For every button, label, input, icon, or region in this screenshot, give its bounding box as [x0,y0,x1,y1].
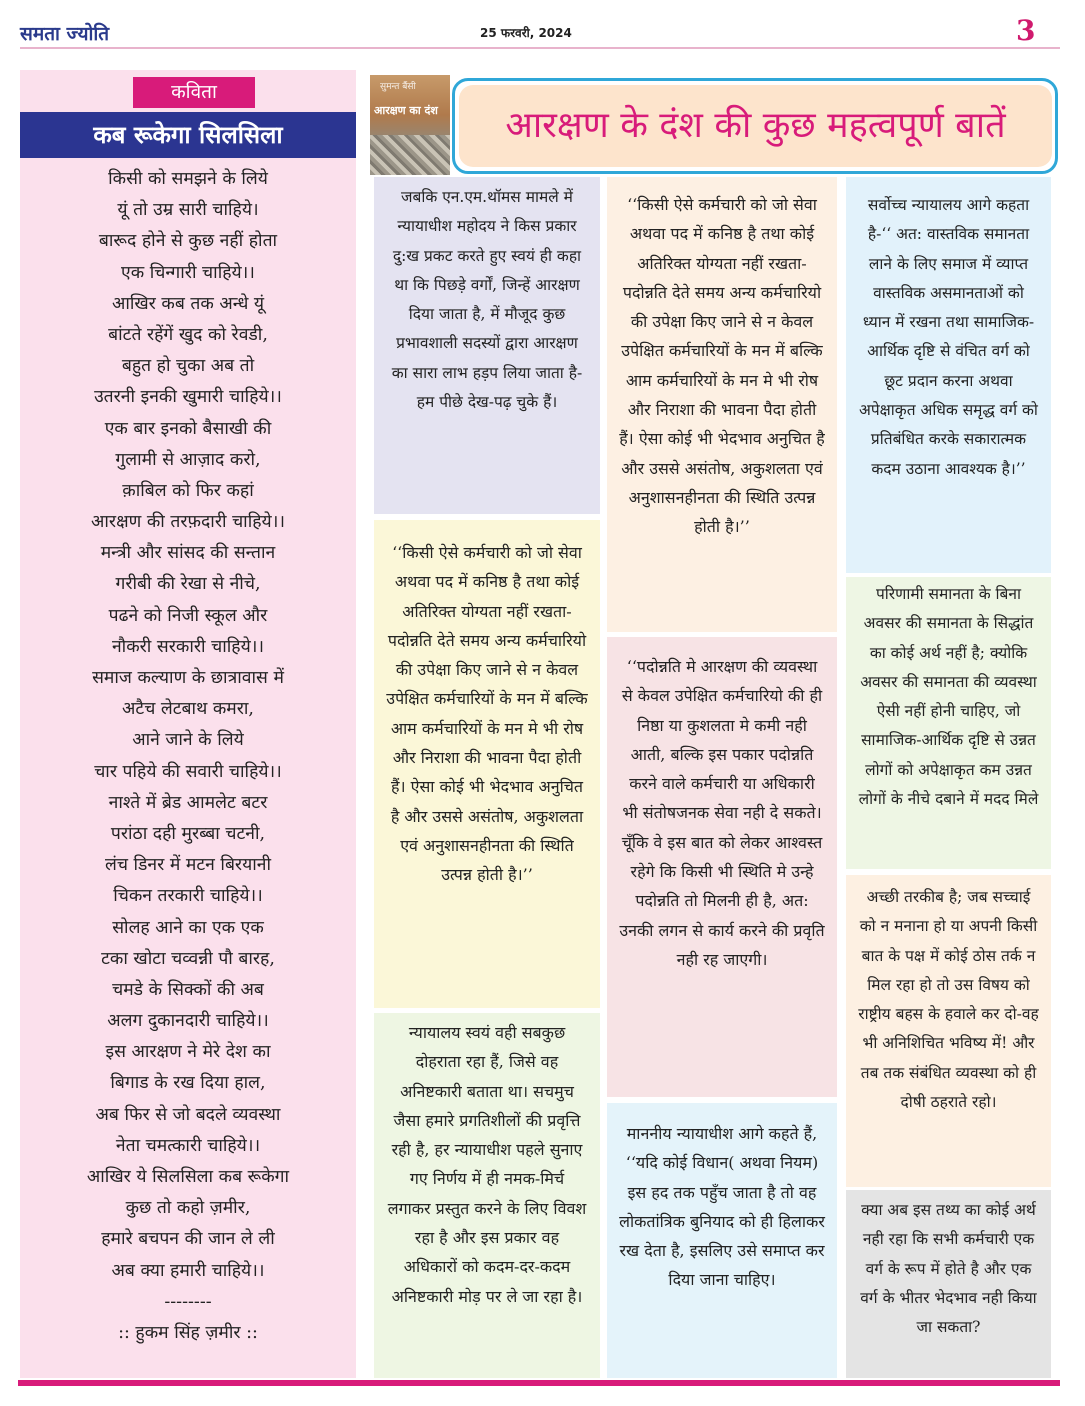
poem-lines [20,164,356,1349]
poem-line: समाज कल्याण के छात्रावास में [92,668,284,688]
poem-line: गरीबी की रेखा से नीचे, [115,574,261,595]
article-box-good-trick: अच्छी तरकीब है; जब सच्चाई को न मनाना हो या अपनी किसी बात के पक्ष में कोई ठोस तर्क न मिल रहा हो तो उस विषय को राष्ट्रीय बहस के हवाले कर दो-वह भी अनिशिचित भविष्य में! और तब तक संबंधित व्यवस्था को ही दोषी ठहराते रहो। [846,875,1051,1187]
poem-line: नाश्ते में ब्रेड आमलेट बटर [108,792,268,813]
poem-line: मन्त्री और सांसद की सन्तान [100,543,276,564]
poem-line: यूं तो उम्र सारी चाहिये। [117,200,259,221]
article-box-promotion-reservation: ‘‘पदोन्नति मे आरक्षण की व्यवस्था से केवल उपेक्षित कर्मचारियो की ही निष्ठा या कुशलता मे कमी नही आती, बल्कि इस पकार पदोन्नति करने वाले कर्मचारी या अधिकारी भी संतोषजनक सेवा नही दे सकते। चूँकि वे इस बात को लेकर आश्वस्त रहेगे कि किसी भी स्थिति मे उन्हे पदोन्नति तो मिलनी ही है, अत: उनकी लगन से कार्य करने की प्रवृति नही रह जाएगी। [607,637,837,1097]
poem-line: इस आरक्षण ने मेरे देश का [105,1042,271,1063]
poem-line: कुछ तो कहो ज़मीर, [125,1198,251,1219]
poem-line: उतरनी इनकी खुमारी चाहिये।। [94,387,282,408]
poem-line: चिकन तरकारी चाहिये।। [113,886,263,907]
poem-line: पढने को निजी स्कूल और [108,605,268,626]
poem-line: सोलह आने का एक एक [112,917,264,938]
article-box-quote-junior-employee-2: ‘‘किसी ऐसे कर्मचारी को जो सेवा अथवा पद में कनिष्ठ है तथा कोई अतिरिक्त योग्यता नहीं रखता-पदोन्नति देते समय अन्य कर्मचारियो की उपेक्षा किए जाने से न केवल उपेक्षित कर्मचारियों के मन में बल्कि आम कर्मचारियों के मन मे भी रोष और निराशा की भावना पैदा होती हैं। ऐसा कोई भी भेदभाव अनुचित है और उससे असंतोष, अकुशलता एवं अनुशासनहीनता की स्थिति उत्पन्न होती है।’’ [607,177,837,632]
header-divider [20,47,1060,49]
poem-line: अटैच लेटबाथ कमरा, [122,699,254,720]
poem-line: -------- [164,1291,212,1312]
footer-divider [18,1380,1060,1386]
issue-date: 25 फरवरी, 2024 [480,26,572,40]
poem-line: एक चिन्गारी चाहिये।। [121,262,255,283]
poem-line: हमारे बचपन की जान ले ली [101,1229,275,1250]
poem-line: चमडे के सिक्कों की अब [112,979,264,1000]
article-box-thomas-case: जबकि एन.एम.थॉमस मामले में न्यायाधीश महोदय ने किस प्रकार दु:ख प्रकट करते हुए स्वयं ही कहा था कि पिछड़े वर्गों, जिन्हें आरक्षण दिया जाता है, में मौजूद कुछ प्रभावशाली सदस्यों द्वारा आरक्षण का सारा लाभ हड़प लिया जाता है-हम पीछे देख-पढ़ चुके हैं। [374,177,600,514]
book-cover-pattern [370,135,450,175]
poem-line: आने जाने के लिये [132,730,244,751]
poem-line: बांटते रहेंगें खुद को रेवडी, [108,324,268,345]
poem-line: आरक्षण की तरफ़दारी चाहिये।। [91,512,285,533]
poem-line: टका खोटा चव्वन्नी पौ बारह, [101,948,275,969]
article-box-judge-says: माननीय न्यायाधीश आगे कहते हैं, ‘‘यदि कोई विधान( अथवा नियम) इस हद तक पहुँच जाता है तो वह लोकतांत्रिक बुनियाद को ही हिलाकर रख देता है, इसलिए उसे समाप्त कर दिया जाना चाहिए। [607,1103,837,1378]
book-cover-image [370,75,450,175]
poem-line: नेता चमत्कारी चाहिये।। [115,1135,261,1156]
poem-line: :: हुकम सिंह ज़मीर :: [118,1322,258,1343]
article-box-court-repeats: न्यायालय स्वयं वही सबकुछ दोहराता रहा हैं, जिसे वह अनिष्टकारी बताता था। सचमुच जैसा हमारे प्रगतिशीलों की प्रवृत्ति रही है, हर न्यायाधीश पहले सुनाए गए निर्णय में ही नमक-मिर्च लगाकर प्रस्तुत करने के लिए विवश रहा है और इस प्रकार वह अधिकारों को कदम-दर-कदम अनिष्टकारी मोड़ पर ले जा रहा है। [374,1013,600,1378]
poem-title: कब रूकेगा सिलसिला [20,112,356,158]
poem-line: बिगाड के रख दिया हाल, [110,1073,266,1094]
article-box-supreme-court: सर्वोच्च न्यायालय आगे कहता है-‘‘ अत: वास्तविक समानता लाने के लिए समाज में व्याप्त वास्तविक असमानताओं को ध्यान में रखना तथा सामाजिक-आर्थिक दृष्टि से वंचित वर्ग को छूट प्रदान करना अथवा अपेक्षाकृत अधिक समृद्ध वर्ग को प्रतिबंधित करके सकारात्मक कदम उठाना आवश्यक है।’’ [846,177,1051,573]
publication-name: समता ज्योति [20,23,110,45]
poem-line: बारूद होने से कुछ नहीं होता [98,231,278,252]
article-headline: आरक्षण के दंश की कुछ महत्वपूर्ण बातें [505,105,1006,146]
poem-line: गुलामी से आज़ाद करो, [115,449,261,470]
poem-line: किसी को समझने के लिये [108,169,268,189]
article-box-quote-junior-employee: ‘‘किसी ऐसे कर्मचारी को जो सेवा अथवा पद में कनिष्ठ है तथा कोई अतिरिक्त योग्यता नहीं रखता-पदोन्नति देते समय अन्य कर्मचारियो की उपेक्षा किए जाने से न केवल उपेक्षित कर्मचारियों के मन में बल्कि आम कर्मचारियों के मन मे भी रोष और निराशा की भावना पैदा होती हैं। ऐसा कोई भी भेदभाव अनुचित है और उससे असंतोष, अकुशलता एवं अनुशासनहीनता की स्थिति उत्पन्न होती है।’’ [374,520,600,1008]
book-author-text: सुमन्त बैंसी [380,82,416,92]
poem-line: अब फिर से जो बदले व्यवस्था [95,1104,281,1125]
book-title-text: आरक्षण का दंश [374,104,438,117]
poem-line: क़ाबिल को फिर कहां [122,480,254,501]
poem-line: अलग दुकानदारी चाहिये।। [107,1011,269,1032]
poem-line: आखिर ये सिलसिला कब रूकेगा [86,1167,290,1187]
article-box-question: क्या अब इस तथ्य का कोई अर्थ नही रहा कि सभी कर्मचारी एक वर्ग के रूप में होते है और एक वर्ग के भीतर भेदभाव नही किया जा सकता? [846,1190,1051,1378]
poem-line: चार पहिये की सवारी चाहिये।। [94,761,282,782]
poem-line: एक बार इनको बैसाखी की [104,418,272,439]
poem-section-tag: कविता [133,77,255,108]
poem-line: नौकरी सरकारी चाहिये।। [111,636,265,657]
page-number: 3 [1016,14,1036,47]
poem-line: अब क्या हमारी चाहिये।। [111,1260,265,1281]
poem-line: परांठा दही मुरब्बा चटनी, [110,823,266,844]
poem-line: लंच डिनर में मटन बिरयानी [104,855,272,876]
poem-line: आखिर कब तक अन्धे यूं [111,293,265,314]
poem-line: बहुत हो चुका अब तो [121,356,255,377]
article-box-resultant-equality: परिणामी समानता के बिना अवसर की समानता के सिद्धांत का कोई अर्थ नहीं है; क्योकि अवसर की समानता की व्यवस्था ऐसी नहीं होनी चाहिए, जो सामाजिक-आर्थिक दृष्टि से उन्नत लोगों को अपेक्षाकृत कम उन्नत लोगों के नीचे दबाने में मदद मिले [846,577,1051,869]
